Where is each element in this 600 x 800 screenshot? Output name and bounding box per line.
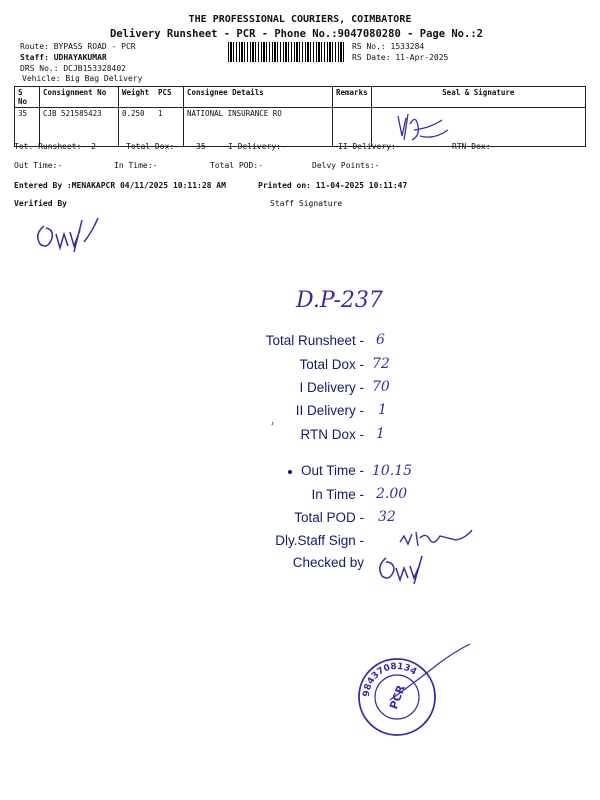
value-i-delivery: 70 <box>372 379 390 395</box>
cell-signature <box>371 108 585 147</box>
col-remarks: Remarks <box>333 87 372 108</box>
stamp-ring-text: 9843708134 <box>361 661 419 698</box>
cell-consignee: NATIONAL INSURANCE RO <box>184 108 333 147</box>
barcode <box>228 42 344 62</box>
runsheet-title: Delivery Runsheet - PCR - Phone No.:9047080280 - Page No.:2 <box>110 28 483 40</box>
label-checked-by: Checked by <box>292 555 364 570</box>
label-dly-staff-sign: Dly.Staff Sign - <box>275 533 364 548</box>
value-total-runsheet: 6 <box>376 332 385 348</box>
rs-number: RS No.: 1533284 <box>352 42 425 51</box>
staff-signature: Staff Signature <box>270 199 343 208</box>
rtn-dox: RTN Dox:- <box>452 142 496 151</box>
entered-by: Entered By :MENAKAPCR 04/11/2025 10:11:28 AM <box>14 181 226 190</box>
label-rtn-dox: RTN Dox - <box>300 427 364 442</box>
staff: Staff: UDHAYAKUMAR <box>20 53 107 62</box>
col-seal-signature: Seal & Signature <box>371 87 585 108</box>
table-row <box>15 108 586 147</box>
rs-date: RS Date: 11-Apr-2025 <box>352 53 449 62</box>
cell-pcs: 1 <box>155 108 184 147</box>
label-out-time: Out Time - <box>300 463 364 478</box>
stamp-signature-stroke <box>388 640 474 710</box>
total-pod: Total POD:- <box>210 161 263 170</box>
ii-delivery: II Delivery:- <box>338 142 401 151</box>
cell-consignment: CJB 521585423 <box>40 108 119 147</box>
stamp-center-text: PCR <box>387 683 408 711</box>
value-total-pod: 32 <box>378 509 396 525</box>
drs-number: DRS No.: DCJB153328402 <box>20 64 126 73</box>
label-total-runsheet: Total Runsheet - <box>265 333 364 348</box>
staff-sign-scribble <box>396 526 476 552</box>
cell-sno: 35 <box>15 108 40 147</box>
checked-by-signature <box>374 552 434 586</box>
out-time: Out Time:- <box>14 161 63 170</box>
i-delivery: I Delivery:- <box>228 142 286 151</box>
verified-signature <box>30 212 110 254</box>
tot-runsheet: Tot. Runsheet:- 2 <box>14 142 96 151</box>
total-dox-value: 35 <box>196 142 206 151</box>
label-in-time: In Time - <box>311 487 364 502</box>
delvy-points: Delvy Points:- <box>312 161 380 170</box>
col-consignee: Consignee Details <box>184 87 333 108</box>
signature-mark <box>390 110 460 144</box>
bullet-dot <box>288 470 292 474</box>
margin-tick: ʾ <box>270 420 274 434</box>
runsheet-table <box>14 86 586 147</box>
value-ii-delivery: 1 <box>378 402 387 418</box>
col-sno: S No <box>15 87 40 108</box>
total-dox-label: Total Dox:- <box>126 142 179 151</box>
route: Route: BYPASS ROAD - PCR <box>20 42 136 51</box>
verified-by: Verified By <box>14 199 67 208</box>
label-i-delivery: I Delivery - <box>299 380 364 395</box>
company-name: THE PROFESSIONAL COURIERS, COIMBATORE <box>188 14 412 25</box>
cell-weight: 0.250 <box>119 108 156 147</box>
value-total-dox: 72 <box>372 356 390 372</box>
label-total-pod: Total POD - <box>294 510 364 525</box>
label-ii-delivery: II Delivery - <box>295 403 364 418</box>
col-consignment: Consignment No <box>40 87 119 108</box>
label-total-dox: Total Dox - <box>299 357 364 372</box>
table-header-row <box>15 87 586 108</box>
value-in-time: 2.00 <box>376 486 408 502</box>
value-rtn-dox: 1 <box>376 426 385 442</box>
value-out-time: 10.15 <box>372 463 413 479</box>
in-time: In Time:- <box>114 161 158 170</box>
vehicle: Vehicle: Big Bag Delivery <box>22 74 143 83</box>
col-pcs: PCS <box>155 87 184 108</box>
printed-on: Printed on: 11-04-2025 10:11:47 <box>258 181 408 190</box>
cell-remarks <box>333 108 372 147</box>
dp-number: D.P-237 <box>296 288 383 313</box>
col-weight: Weight <box>119 87 156 108</box>
